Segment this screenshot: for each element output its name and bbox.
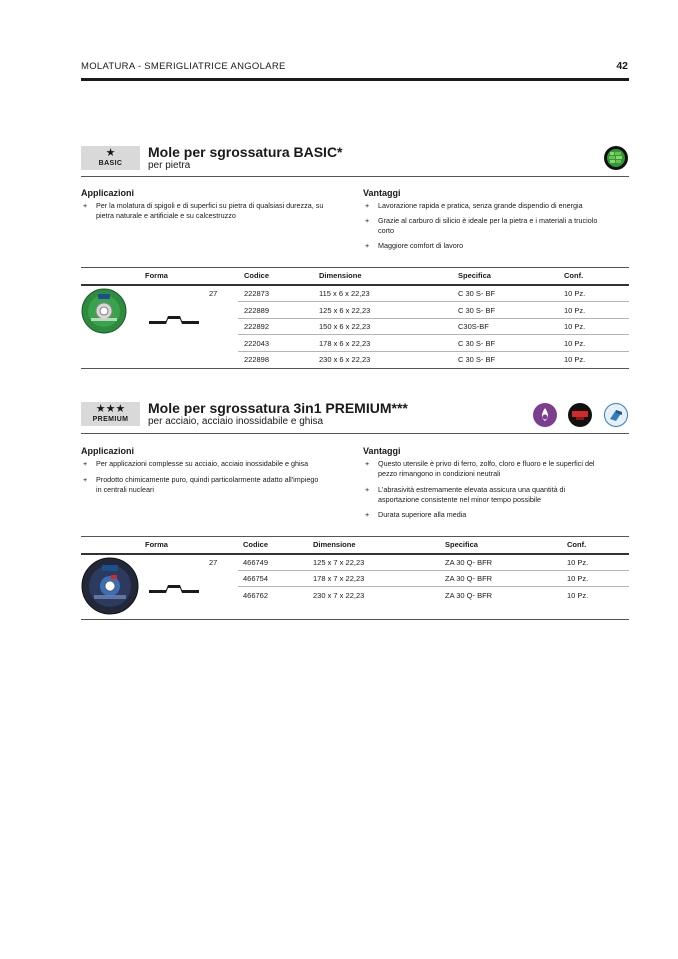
bullet-plus: + [365, 241, 370, 250]
list-item [365, 216, 629, 238]
page-number: 42 [616, 60, 628, 72]
list-item-text: Maggiore comfort di lavoro [378, 241, 464, 250]
list-item [83, 475, 353, 497]
list-item-text: pezzo rimangono in condizioni neutrali [378, 469, 501, 478]
cell-codice: 222873 [244, 289, 270, 298]
row-divider [238, 334, 629, 335]
table-bottom-rule [81, 619, 629, 620]
list-item-text: Grazie al carburo di silicio è ideale per la pietra e i materiali a truciolo [378, 216, 598, 225]
col-header-specifica: Specifica [445, 540, 478, 549]
col-header-codice: Codice [243, 540, 269, 549]
cell-dimensione: 125 x 6 x 22,23 [319, 306, 371, 315]
cell-dimensione: 115 x 6 x 22,23 [319, 289, 370, 298]
cell-conf: 10 Pz. [567, 574, 589, 583]
list-item [365, 201, 629, 213]
row-divider [238, 351, 629, 352]
table-top-rule [81, 267, 629, 268]
applications-heading: Applicazioni [81, 188, 135, 198]
list-item [365, 241, 629, 253]
list-item-text: L'abrasività estremamente elevata assicura una quantità di [378, 485, 566, 494]
cell-codice: 222889 [244, 306, 270, 315]
basic-badge [81, 146, 140, 170]
steel-beam-icon [604, 403, 628, 427]
cell-conf: 10 Pz. [564, 339, 586, 348]
applications-heading: Applicazioni [81, 446, 135, 456]
cell-conf: 10 Pz. [564, 355, 586, 364]
bullet-plus: + [365, 216, 370, 225]
stainless-steel-icon [533, 403, 557, 427]
cell-specifica: ZA 30 Q- BFR [445, 558, 493, 567]
grinding-disc-image [81, 557, 139, 620]
cell-specifica: ZA 30 Q- BFR [445, 591, 493, 600]
row-divider [238, 586, 629, 587]
list-item-text: in centrali nucleari [96, 485, 154, 494]
col-header-dimensione: Dimensione [319, 271, 362, 280]
cell-dimensione: 178 x 7 x 22,23 [313, 574, 365, 583]
cell-dimensione: 230 x 7 x 22,23 [313, 591, 365, 600]
cell-conf: 10 Pz. [564, 306, 586, 315]
stone-material-icon [604, 146, 628, 170]
cell-specifica: C 30 S- BF [458, 339, 496, 348]
header-rule [81, 78, 629, 81]
premium-badge [81, 402, 140, 426]
cell-dimensione: 178 x 6 x 22,23 [319, 339, 371, 348]
cell-dimensione: 230 x 6 x 22,23 [319, 355, 371, 364]
depressed-center-profile-icon [148, 580, 200, 598]
product-subtitle: per acciaio, acciaio inossidabile e ghisa [148, 416, 324, 427]
list-item [83, 201, 353, 223]
table-bottom-rule [81, 368, 629, 369]
col-header-forma: Forma [145, 540, 168, 549]
bullet-plus: + [365, 459, 370, 468]
list-item [365, 510, 629, 522]
depressed-center-profile-icon [148, 311, 200, 329]
cell-conf: 10 Pz. [567, 591, 589, 600]
list-item-text: Durata superiore alla media [378, 510, 467, 519]
bullet-plus: + [365, 201, 370, 210]
list-item-text: Questo utensile è privo di ferro, zolfo, cloro e fluoro e le superfici del [378, 459, 595, 468]
list-item [83, 459, 353, 471]
star-icon: ★ [105, 147, 116, 159]
list-item [365, 459, 629, 481]
section-rule [81, 176, 629, 177]
bullet-plus: + [365, 485, 370, 494]
cast-iron-icon [568, 403, 592, 427]
list-item-text: pietra naturale e artificiale e su calcestruzzo [96, 211, 236, 220]
advantages-heading: Vantaggi [363, 446, 401, 456]
cell-conf: 10 Pz. [567, 558, 589, 567]
row-divider [238, 318, 629, 319]
cell-codice: 466762 [243, 591, 269, 600]
list-item-text: Per applicazioni complesse su acciaio, acciaio inossidabile e ghisa [96, 459, 309, 468]
list-item-text: asportazione consistente nel minor tempo possibile [378, 495, 542, 504]
col-header-dimensione: Dimensione [313, 540, 356, 549]
cell-conf: 10 Pz. [564, 289, 586, 298]
shape-number: 27 [209, 558, 218, 567]
list-item-text: Lavorazione rapida e pratica, senza grande dispendio di energia [378, 201, 583, 210]
list-item-text: Prodotto chimicamente puro, quindi particolarmente adatto all'impiego [96, 475, 319, 484]
bullet-plus: + [365, 510, 370, 519]
product-title: Mole per sgrossatura BASIC* [148, 144, 343, 160]
list-item [365, 485, 629, 507]
table-header-rule [81, 553, 629, 555]
col-header-conf: Conf. [564, 271, 584, 280]
cell-conf: 10 Pz. [564, 322, 586, 331]
cell-specifica: C 30 S- BF [458, 355, 496, 364]
bullet-plus: + [83, 459, 88, 468]
product-title: Mole per sgrossatura 3in1 PREMIUM*** [148, 400, 408, 416]
advantages-heading: Vantaggi [363, 188, 401, 198]
shape-number: 27 [209, 289, 218, 298]
cell-specifica: C30S-BF [458, 322, 489, 331]
col-header-specifica: Specifica [458, 271, 491, 280]
list-item-text: corto [378, 226, 394, 235]
badge-label: BASIC [98, 160, 123, 167]
cell-specifica: C 30 S- BF [458, 289, 496, 298]
cell-dimensione: 125 x 7 x 22,23 [313, 558, 365, 567]
running-header: MOLATURA - SMERIGLIATRICE ANGOLARE [81, 61, 286, 72]
table-top-rule [81, 536, 629, 537]
cell-codice: 466754 [243, 574, 269, 583]
list-item-text: Per la molatura di spigoli e di superfici su pietra di qualsiasi durezza, su [96, 201, 324, 210]
col-header-conf: Conf. [567, 540, 587, 549]
cell-codice: 222892 [244, 322, 270, 331]
cell-codice: 466749 [243, 558, 269, 567]
col-header-codice: Codice [244, 271, 270, 280]
cell-specifica: ZA 30 Q- BFR [445, 574, 493, 583]
col-header-forma: Forma [145, 271, 168, 280]
star-icon: ★★★ [95, 403, 126, 415]
bullet-plus: + [83, 201, 88, 210]
cell-dimensione: 150 x 6 x 22,23 [319, 322, 371, 331]
product-subtitle: per pietra [148, 160, 191, 171]
cell-codice: 222898 [244, 355, 270, 364]
table-header-rule [81, 284, 629, 286]
badge-label: PREMIUM [92, 416, 129, 423]
row-divider [238, 301, 629, 302]
section-rule [81, 433, 629, 434]
cell-specifica: C 30 S- BF [458, 306, 496, 315]
cell-codice: 222043 [244, 339, 270, 348]
grinding-disc-image [81, 288, 127, 339]
row-divider [238, 570, 629, 571]
bullet-plus: + [83, 475, 88, 484]
